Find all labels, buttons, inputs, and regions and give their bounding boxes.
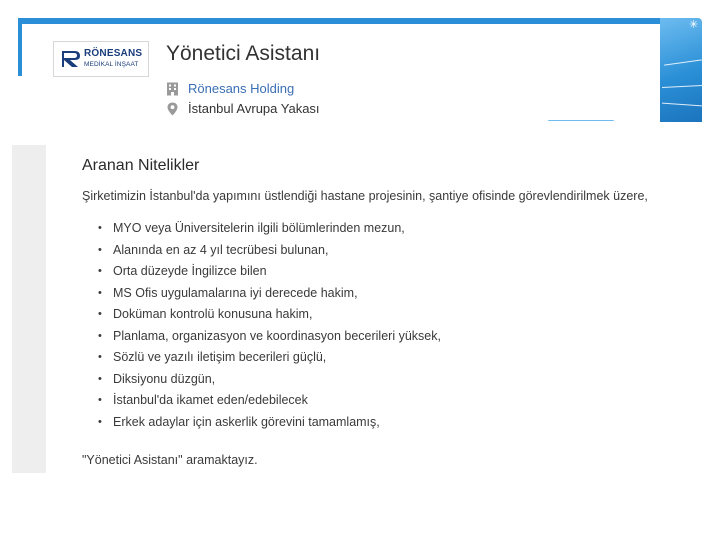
section-title: Aranan Nitelikler [82,157,200,174]
side-gray-strip [12,145,46,473]
company-logo [53,41,149,77]
location-text: İstanbul Avrupa Yakası [188,101,320,116]
list-item: • MYO veya Üniversitelerin ilgili bölümlerinden mezun, [82,220,441,242]
location-row [166,101,320,116]
building-icon [166,82,179,96]
list-item: • Orta düzeyde İngilizce bilen [82,263,441,285]
company-row [166,81,294,96]
company-link[interactable]: Rönesans Holding [188,81,295,96]
list-item: • Sözlü ve yazılı iletişim becerileri güçlü, [82,349,441,371]
requirements-section [82,157,682,467]
intro-text: Şirketimizin İstanbul'da yapımını üstlendiği hastane projesinin, şantiye ofisinde görevlendirilmek üzere, [82,189,648,203]
logo-mark-icon [61,50,81,68]
list-item: • MS Ofis uygulamalarına iyi derecede hakim, [82,285,441,307]
requirements-list [82,220,441,435]
outro-text: "Yönetici Asistanı" aramaktayız. [82,453,258,467]
list-item: • Alanında en az 4 yıl tecrübesi bulunan, [82,242,441,264]
job-title: Yönetici Asistanı [166,42,321,65]
slide-corner-decoration [660,18,702,122]
logo-subtitle: MEDİKAL İNŞAAT [84,61,139,68]
job-header [22,24,660,120]
list-item: • Diksiyonu düzgün, [82,371,441,393]
star-icon: ✳ [689,19,699,31]
map-pin-icon [166,102,179,116]
list-item: • Erkek adaylar için askerlik görevini tamamlamış, [82,414,441,436]
logo-name: RÖNESANS [84,48,143,59]
list-item: • Doküman kontrolü konusuna hakim, [82,306,441,328]
list-item: • İstanbul'da ikamet eden/edebilecek [82,392,441,414]
list-item: • Planlama, organizasyon ve koordinasyon becerileri yüksek, [82,328,441,350]
